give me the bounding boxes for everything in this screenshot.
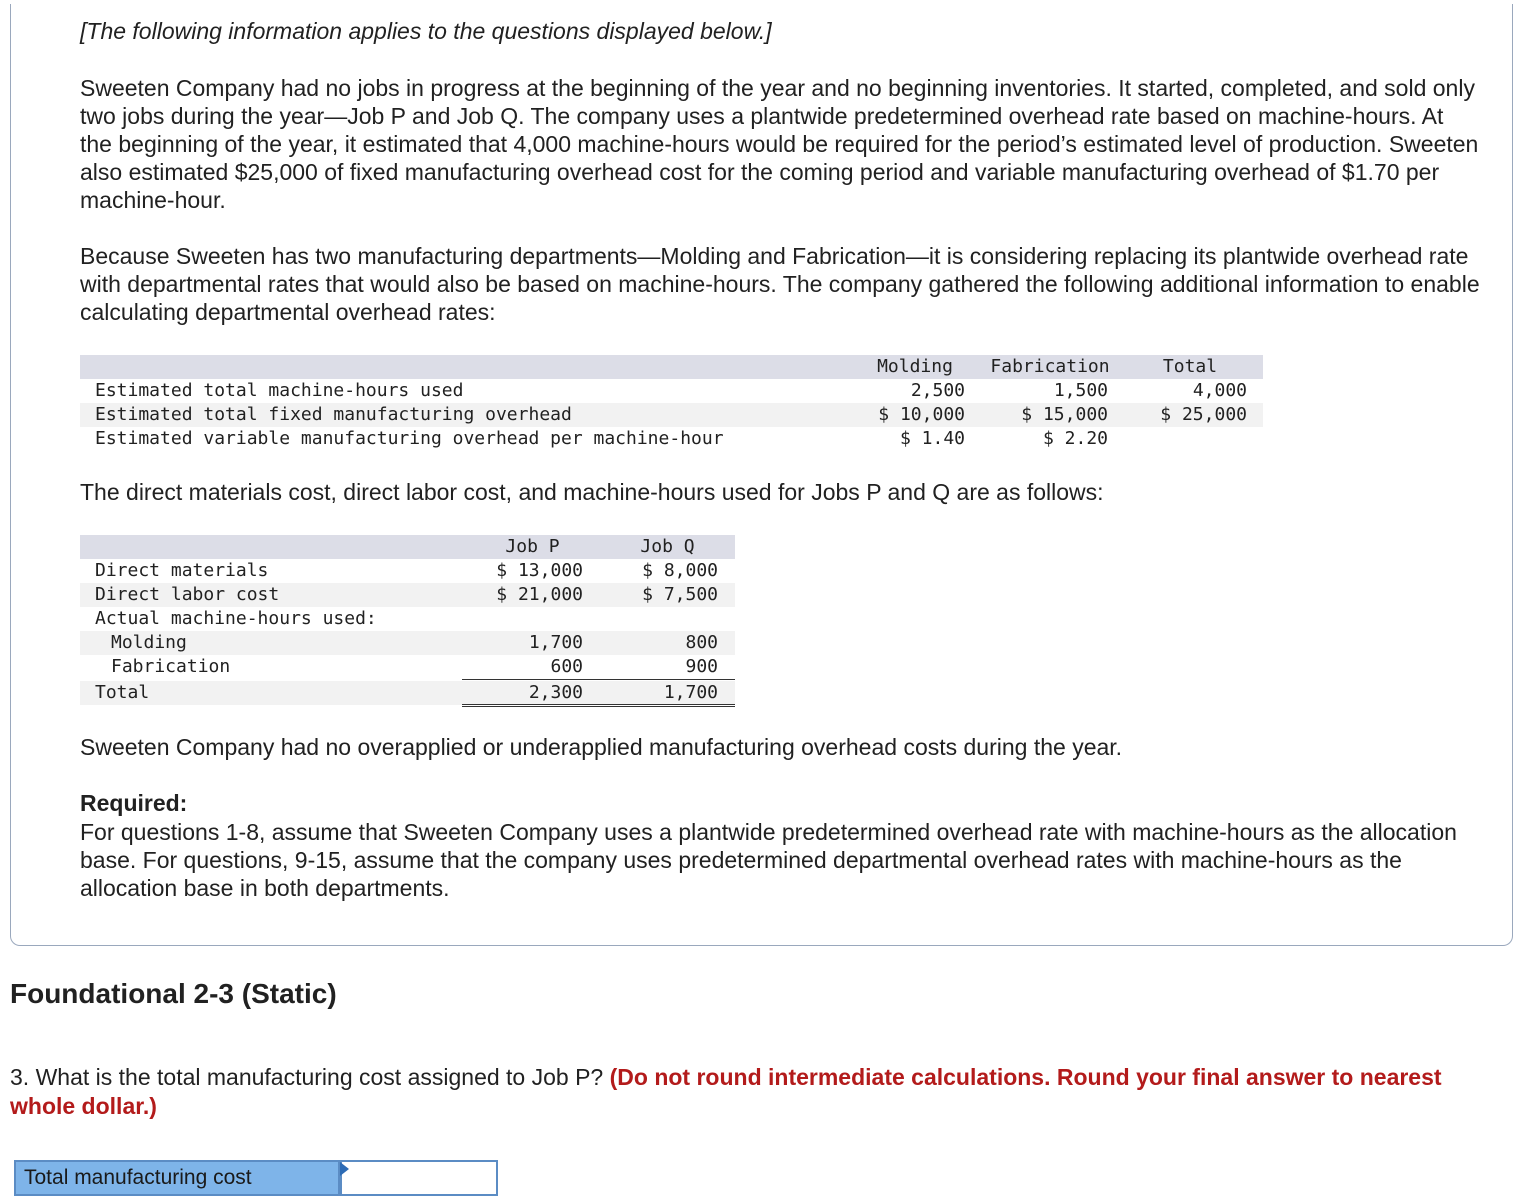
cell-total: 4,000 [1192,380,1247,401]
table-row [80,379,1263,403]
paragraph-departments: Because Sweeten has two manufacturing departments—Molding and Fabrication—it is considering replacing its plantwide overhead rate with departmental rates that would also be based on machine-hours. The company gathered the following additional information to enable calculating departmental overhead rates: [80,243,1480,325]
col-header-fabrication: Fabrication [990,356,1110,377]
cell-molding: 2,500 [910,380,965,401]
cell-fabrication: $ 2.20 [1042,428,1108,449]
cell-job-q: $ 7,500 [642,584,718,605]
table-row [80,427,1263,451]
cell-job-p: $ 13,000 [496,560,583,581]
row-label: Fabrication [111,656,231,677]
row-label: Estimated variable manufacturing overhead per machine-hour [95,428,724,449]
col-header-molding: Molding [877,356,953,377]
col-header-total: Total [1162,356,1218,377]
table-header-row [80,535,735,559]
cell-molding: $ 1.40 [899,428,965,449]
table-row [80,631,735,655]
row-label: Estimated total machine-hours used [95,380,464,401]
cell-fabrication: $ 15,000 [1021,404,1108,425]
paragraph-background: Sweeten Company had no jobs in progress at the beginning of the year and no beginning inventories. It started, completed, and sold only two jobs during the year—Job P and Job Q. The company uses a plantwide predetermined overhead rate based on machine-hours. At the beginning of the year, it estimated that 4,000 machine-hours would be required for the period’s estimated level of production. Sweeten also estimated $25,000 of fixed manufacturing overhead cost for the coming period and variable manufacturing overhead of $1.70 per machine-hour. [80,75,1479,213]
intro-note: [The following information applies to the questions displayed below.] [80,18,772,44]
paragraph-over-under: Sweeten Company had no overapplied or underapplied manufacturing overhead costs during the year. [80,734,1123,760]
paragraph-jobs-intro: The direct materials cost, direct labor cost, and machine-hours used for Jobs P and Q are as follows: [80,479,1104,505]
table-row [80,607,735,631]
cell-molding: $ 10,000 [878,404,965,425]
question-text [10,1063,1500,1121]
col-header-job-q: Job Q [640,536,695,557]
total-double-rule [462,704,735,707]
cell-fabrication: 1,500 [1053,380,1108,401]
col-header-job-p: Job P [505,536,560,557]
table-row [80,681,735,705]
cell-job-q: $ 8,000 [642,560,718,581]
table-row [80,583,735,607]
cell-job-q: 1,700 [663,682,718,703]
paragraph-required: For questions 1-8, assume that Sweeten Company uses a plantwide predetermined overhead rate with machine-hours as the allocation base. For questions, 9-15, assume that the company uses predetermined departmental overhead rates with machine-hours as the allocation base in both departments. [80,819,1457,901]
cell-job-q: 900 [685,656,718,677]
required-heading: Required: [80,790,188,816]
cell-job-q: 800 [685,632,718,653]
table-row [80,403,1263,427]
row-label: Direct materials [95,560,269,581]
table-row [80,559,735,583]
row-label: Direct labor cost [95,584,280,605]
table-row [80,655,735,679]
row-label: Actual machine-hours used: [95,608,377,629]
row-label: Total [95,682,150,703]
cell-total: $ 25,000 [1160,404,1247,425]
table-header-row [80,355,1263,379]
row-label: Estimated total fixed manufacturing overhead [95,404,572,425]
question-prompt: 3. What is the total manufacturing cost assigned to Job P? [10,1064,604,1090]
cell-job-p: $ 21,000 [496,584,583,605]
question-instruction: (Do not round intermediate calculations. Round your final answer to nearest whole dollar.) [10,1064,1442,1119]
answer-label: Total manufacturing cost [14,1160,340,1196]
total-manufacturing-cost-input[interactable] [340,1160,498,1196]
row-label: Molding [111,632,187,653]
subtotal-rule [462,679,735,680]
cell-job-p: 2,300 [528,682,583,703]
cell-job-p: 600 [550,656,583,677]
cell-job-p: 1,700 [528,632,583,653]
section-title: Foundational 2-3 (Static) [10,978,337,1009]
input-flag-icon [340,1162,349,1176]
